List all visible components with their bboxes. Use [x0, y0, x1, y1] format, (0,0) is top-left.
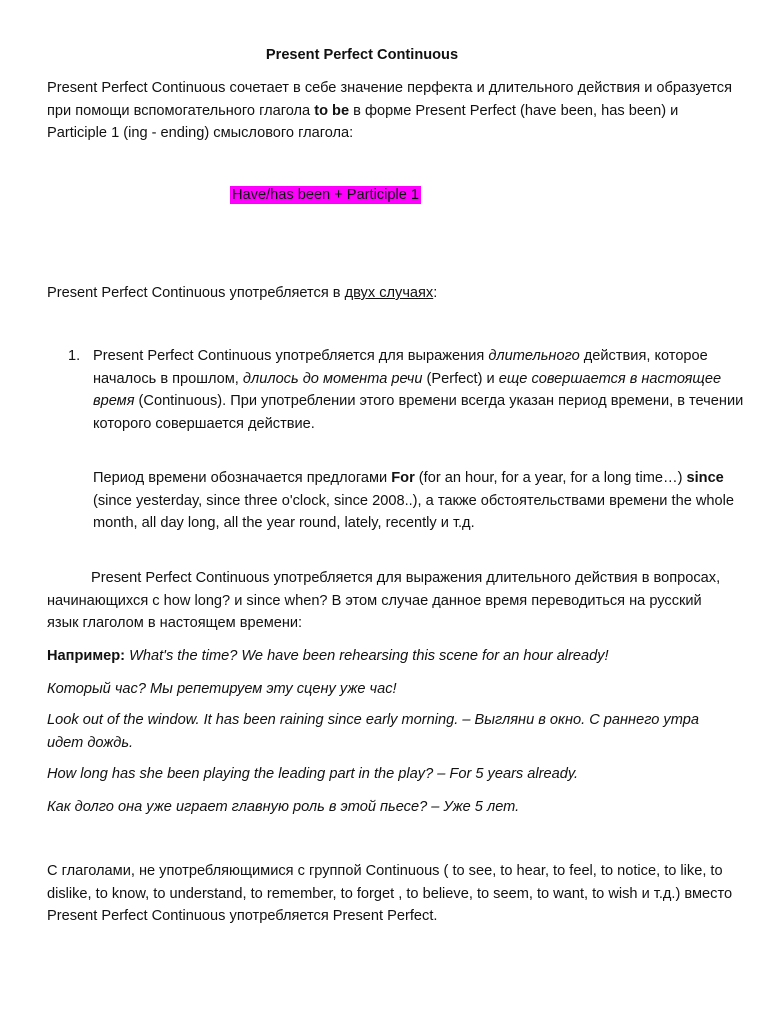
example-3: Look out of the window. It has been raining since early morning. – Выгляни в окно. С раннего утра идет дождь.	[47, 712, 699, 751]
example-5: Как долго она уже играет главную роль в этой пьесе? – Уже 5 лет.	[47, 799, 520, 815]
cases-text-1: Present Perfect Continuous употребляется в	[47, 285, 345, 301]
list-item-text	[93, 345, 753, 435]
period-text-2: (for an hour, for a year, for a long time…)	[414, 470, 687, 486]
example-2: Который час? Мы репетируем эту сцену уже час!	[47, 681, 397, 697]
formula-highlight: Have/has been + Participle 1	[232, 187, 419, 203]
period-paragraph	[93, 467, 745, 535]
example-label: Например:	[47, 648, 126, 664]
item-italic-3: еще совершается в настоящее время	[93, 370, 722, 409]
item-text-3: (Perfect) и	[422, 370, 499, 387]
page-title: Present Perfect Continuous	[265, 47, 459, 63]
list-number: 1.	[68, 348, 81, 364]
period-bold-for: For	[391, 470, 415, 486]
intro-text-2: в форме Present Perfect (have been, has been) и Participle 1 (ing - ending) смыслового глагола:	[47, 102, 679, 141]
item-text-4: (Continuous). При употреблении этого времени всегда указан период времени, в течении которого совершается действие.	[93, 393, 744, 432]
item-italic-2: длилось до момента речи	[242, 370, 423, 387]
example-4: How long has she been playing the leading part in the play? – For 5 years already.	[47, 766, 579, 782]
cases-paragraph	[47, 282, 737, 305]
note-paragraph: С глаголами, не употребляющимися с группой Continuous ( to see, to hear, to feel, to notice, to like, to dislike, to know, to understand, to remember, to forget , to believe, to seem, to want, to wish и т.д.) вместо Present Perfect Continuous употребляется Present Perfect.	[47, 863, 733, 924]
intro-bold: to be	[314, 102, 350, 119]
period-text-1: Период времени обозначается предлогами	[93, 470, 392, 486]
cases-text-2: :	[433, 285, 438, 301]
intro-paragraph	[47, 77, 737, 145]
period-text-3: (since yesterday, since three o'clock, since 2008..), а также обстоятельствами времени the whole month, all day long, all the year round, lately, recently и т.д.	[93, 492, 734, 531]
intro-text-1: Present Perfect Continuous сочетает в себе значение перфекта и длительного действия и образуется при помощи вспомогательного глагола	[47, 80, 732, 119]
example-1	[47, 645, 737, 668]
item-text-2: действия, которое началось в прошлом,	[93, 348, 708, 387]
item-text-1: Present Perfect Continuous употребляется для выражения	[93, 348, 489, 364]
example-1-text: What's the time? We have been rehearsing this scene for an hour already!	[125, 648, 609, 664]
formula-box	[230, 184, 421, 207]
cases-underlined: двух случаях	[344, 285, 434, 301]
period-bold-since: since	[686, 470, 724, 486]
questions-paragraph: Present Perfect Continuous употребляется для выражения длительного действия в вопросах, начинающихся с how long? и since when? В этом случае данное время переводиться на русский язык глаголом в настоящем времени:	[47, 570, 721, 631]
item-italic-1: длительного	[488, 348, 580, 364]
